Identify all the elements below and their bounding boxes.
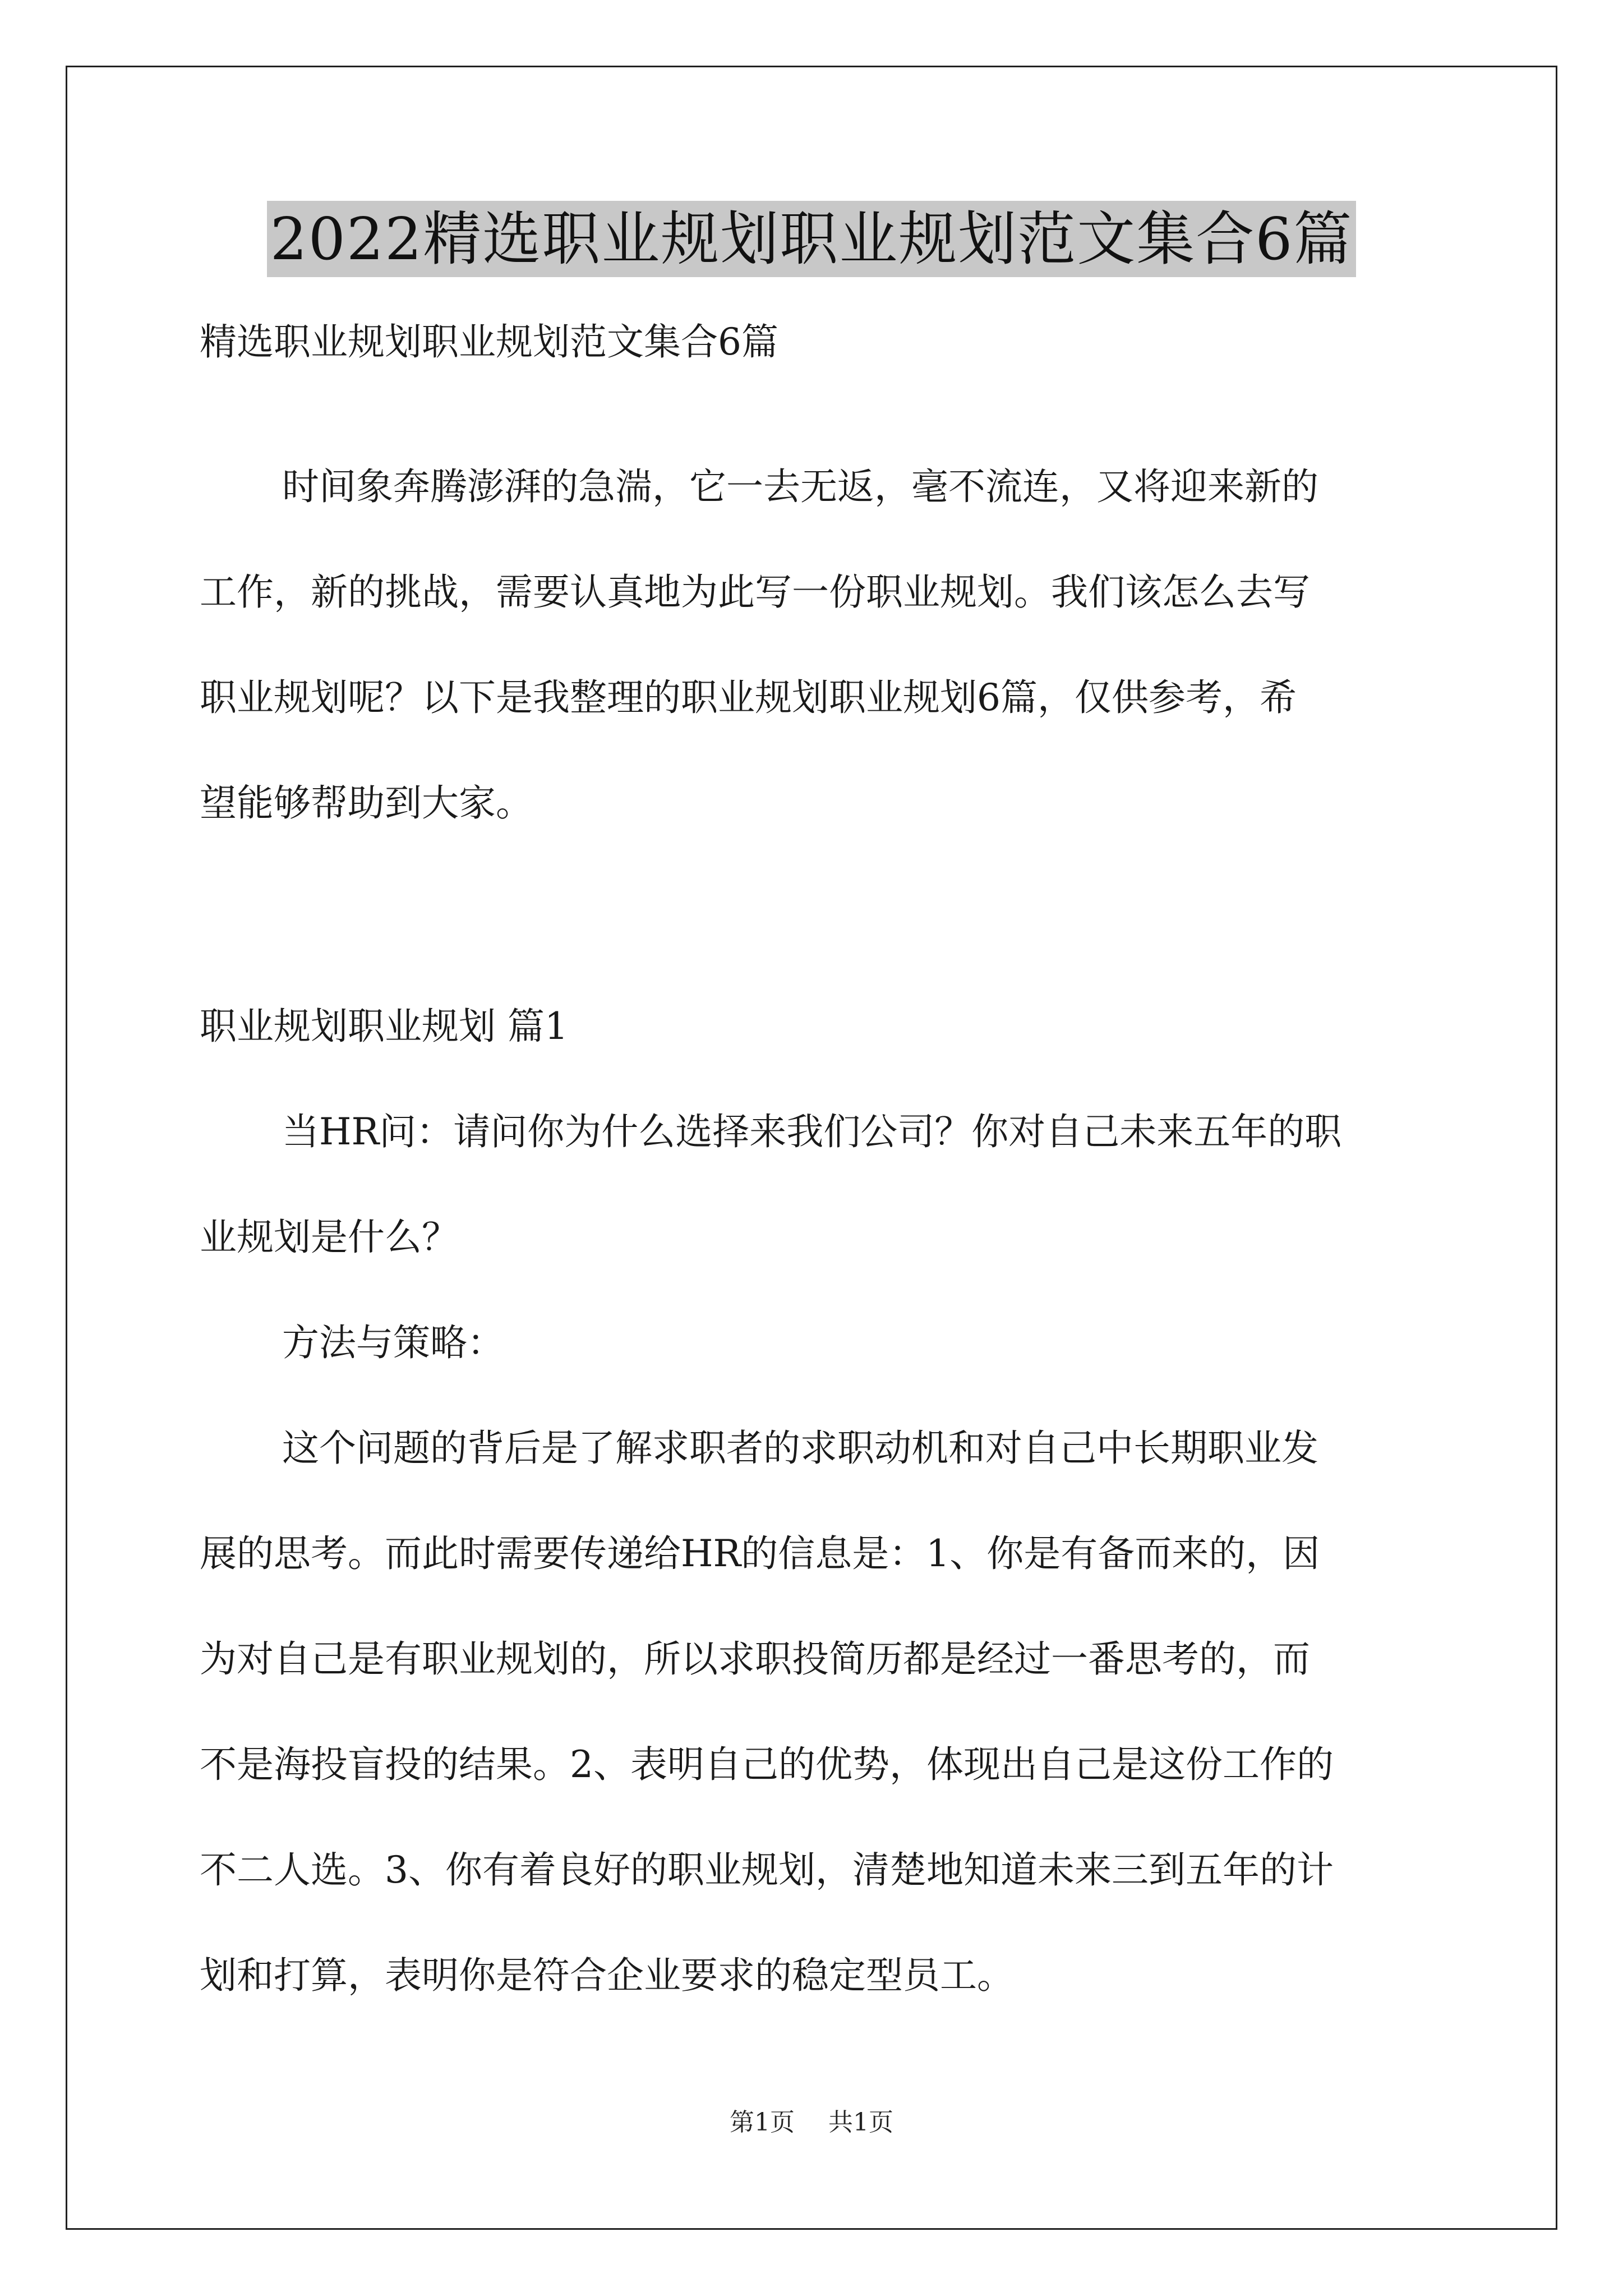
question-paragraph-line: 业规划是什么？ — [200, 1216, 459, 1259]
answer-paragraph-line: 这个问题的背后是了解求职者的求职动机和对自己中长期职业发 — [282, 1427, 1318, 1470]
document-subtitle: 精选职业规划职业规划范文集合6篇 — [200, 320, 778, 364]
answer-paragraph-line: 不二人选。3、你有着良好的职业规划，清楚地知道未来三到五年的计 — [200, 1848, 1334, 1892]
page-total: 共1页 — [828, 2108, 893, 2137]
answer-paragraph-line: 展的思考。而此时需要传递给HR的信息是：1、你是有备而来的，因 — [200, 1532, 1320, 1575]
intro-paragraph-line: 时间象奔腾澎湃的急湍，它一去无返，毫不流连，又将迎来新的 — [282, 465, 1318, 508]
document-title-container — [0, 201, 1623, 277]
section-heading: 职业规划职业规划 篇1 — [200, 1005, 568, 1048]
answer-paragraph-line: 划和打算，表明你是符合企业要求的稳定型员工。 — [200, 1954, 1014, 1997]
intro-paragraph-line: 职业规划呢？以下是我整理的职业规划职业规划6篇，仅供参考，希 — [200, 676, 1297, 719]
page-number: 第1页 — [730, 2108, 795, 2137]
answer-paragraph-line: 不是海投盲投的结果。2、表明自己的优势，体现出自己是这份工作的 — [200, 1743, 1334, 1786]
intro-paragraph-line: 望能够帮助到大家。 — [200, 781, 533, 825]
page-footer — [0, 2107, 1623, 2138]
intro-paragraph-line: 工作，新的挑战，需要认真地为此写一份职业规划。我们该怎么去写 — [200, 570, 1310, 614]
answer-paragraph-line: 为对自己是有职业规划的，所以求职投简历都是经过一番思考的，而 — [200, 1637, 1310, 1681]
document-title: 2022精选职业规划职业规划范文集合6篇 — [267, 201, 1357, 277]
question-paragraph-line: 当HR问：请问你为什么选择来我们公司？你对自己未来五年的职 — [282, 1110, 1342, 1153]
method-heading: 方法与策略： — [282, 1321, 504, 1364]
